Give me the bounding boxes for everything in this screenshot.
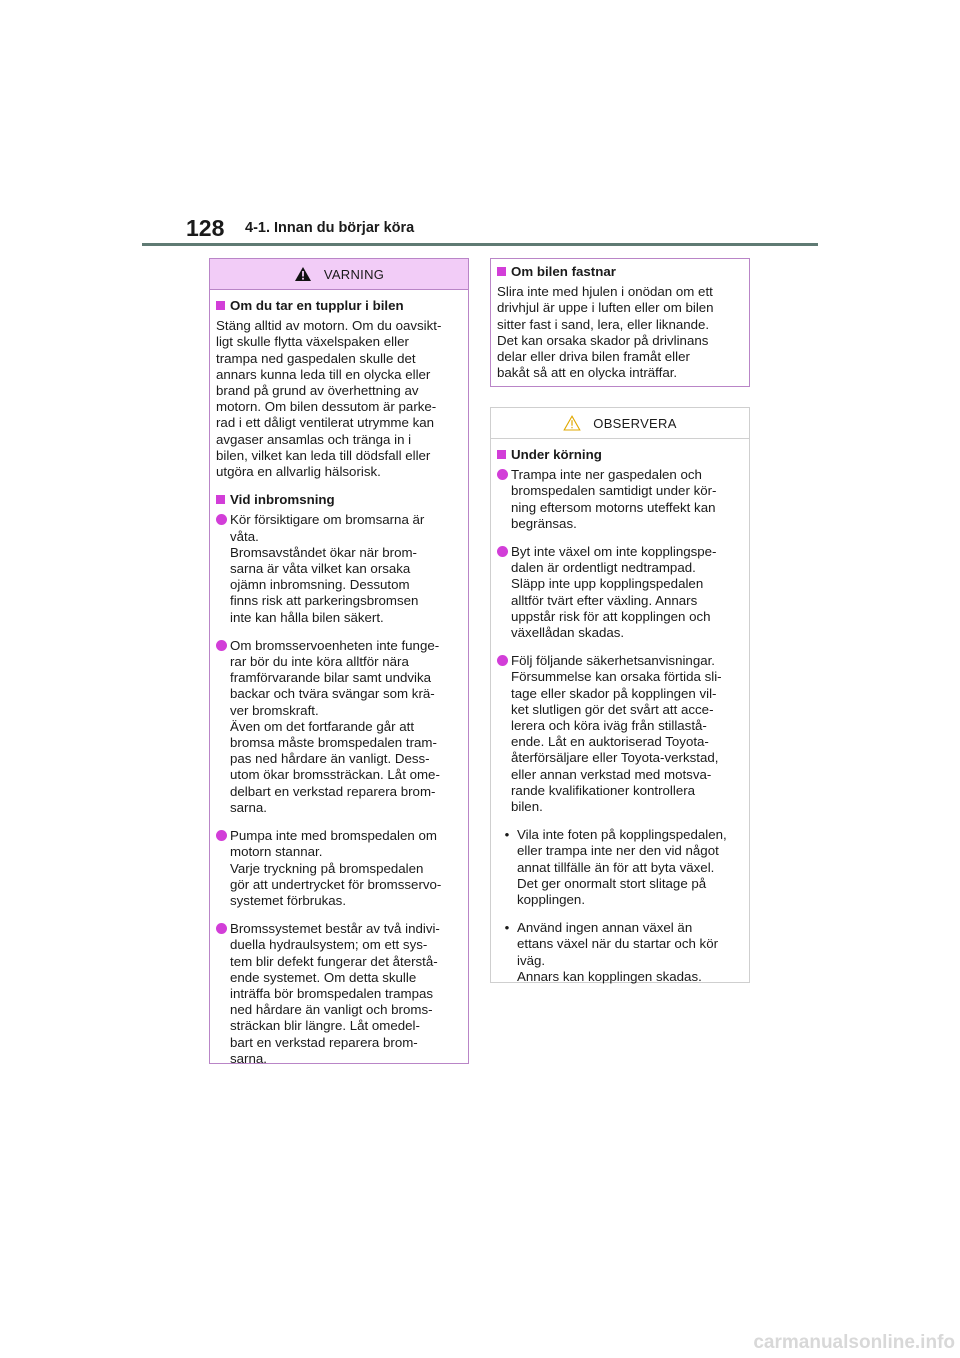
circle-bullet-icon xyxy=(216,830,227,841)
header-rule xyxy=(142,243,818,246)
subheading-text: Under körning xyxy=(511,447,602,462)
stuck-box-body xyxy=(491,259,749,387)
list-item-text: Om bromsservoenheten inte funge- rar bör du inte köra alltför nära framförvarande bilar samt undvika backar och tvära svängar som krä- ver bromskraft. Även om det fortfarande går att bromsa måste bromspedalen tram- pas ned hårdare än vanligt. Dess- utom ökar bromssträckan. Låt ome- delbart en verkstad reparera brom- sarna. xyxy=(230,637,440,815)
paragraph: Slira inte med hjulen i onödan om ett drivhjul är uppe i luften eller om bilen sitter fast i sand, lera, eller liknande. Det kan orsaka skador på drivlinans delar eller driva bilen framåt eller bakåt så att en olycka inträffar. xyxy=(497,284,714,381)
warning-box-header xyxy=(210,259,468,290)
circle-bullet-icon xyxy=(497,655,508,666)
circle-bullet-icon xyxy=(216,923,227,934)
square-bullet-icon xyxy=(497,450,506,459)
sub-list-item-text: Vila inte foten på kopplingspedalen, eller trampa inte ner den vid något annat tillfälle än för att byta växel. Det ger onormalt stort slitage på kopplingen. xyxy=(517,827,727,908)
small-bullet-icon: • xyxy=(504,827,510,843)
warning-box xyxy=(209,258,469,1064)
list-item xyxy=(216,921,462,1067)
square-bullet-icon xyxy=(216,301,225,310)
warning-box-body xyxy=(210,290,468,1073)
page-header xyxy=(0,0,960,250)
observe-box xyxy=(490,407,750,983)
circle-bullet-icon xyxy=(497,469,508,480)
watermark: carmanualsonline.info xyxy=(753,1332,955,1353)
section-title: 4-1. Innan du börjar köra xyxy=(245,220,415,236)
subheading xyxy=(216,492,462,508)
observe-box-title: OBSERVERA xyxy=(593,415,677,431)
warning-box-title: VARNING xyxy=(323,266,385,282)
list-item xyxy=(216,512,462,625)
square-bullet-icon xyxy=(216,495,225,504)
sub-list-item xyxy=(497,920,743,985)
caution-triangle-outline-icon xyxy=(563,415,581,431)
subheading xyxy=(497,264,743,280)
sub-list-item-text: Använd ingen annan växel än ettans växel när du startar och kör iväg. Annars kan kopplingen skadas. xyxy=(517,920,719,984)
subheading-text: Om du tar en tupplur i bilen xyxy=(230,298,404,313)
small-bullet-icon: • xyxy=(504,920,510,936)
list-item xyxy=(497,544,743,641)
list-item xyxy=(497,467,743,532)
circle-bullet-icon xyxy=(216,514,227,525)
stuck-box xyxy=(490,258,750,387)
circle-bullet-icon xyxy=(497,546,508,557)
square-bullet-icon xyxy=(497,267,506,276)
warning-triangle-icon xyxy=(294,266,312,282)
list-item-text: Kör försiktigare om bromsarna är våta. Bromsavståndet ökar när brom- sarna är våta vilket kan orsaka ojämn inbromsning. Dessutom finns risk att parkeringsbromsen inte kan hålla bilen säkert. xyxy=(230,512,425,625)
subheading xyxy=(497,447,743,463)
list-item-text: Trampa inte ner gaspedalen och bromspedalen samtidigt under kör- ning eftersom motorns uteffekt kan begränsas. xyxy=(511,467,717,531)
list-item-text: Följ följande säkerhetsanvisningar. Försummelse kan orsaka förtida sli- tage eller skador på kopplingen vil- ket slutligen gör det svårt att acce- lerera och köra iväg från stillastå- ende. Låt en auktoriserad Toyota- återförsäljare eller Toyota-verkstad, eller annan verkstad med motsva- rande kvalifikationer kontrollera bilen. xyxy=(511,653,722,815)
sub-list-item xyxy=(497,827,743,908)
list-item xyxy=(216,638,462,816)
page-number: 128 xyxy=(186,215,225,241)
observe-box-body xyxy=(491,439,749,991)
list-item xyxy=(497,653,743,815)
circle-bullet-icon xyxy=(216,640,227,651)
subheading-text: Vid inbromsning xyxy=(230,492,335,508)
list-item-text: Pumpa inte med bromspedalen om motorn stannar. Varje tryckning på bromspedalen gör att undertrycket för bromsservo- systemet förbrukas. xyxy=(230,828,442,908)
subheading xyxy=(216,298,462,314)
paragraph: Stäng alltid av motorn. Om du oavsikt- ligt skulle flytta växelspaken eller trampa ned gaspedalen skulle det annars kunna leda till en olycka eller brand på grund av överhettning av motorn. Om bilen dessutom är parke- rad i ett dåligt ventilerat utrymme kan avgaser ansamlas och tränga in i bilen, vilket kan leda till dödsfall eller utgöra en allvarlig hälsorisk. xyxy=(216,318,442,480)
list-item-text: Byt inte växel om inte kopplingspe- dalen är ordentligt nedtrampad. Släpp inte upp kopplingspedalen alltför tvärt efter växling. Annars uppstår risk för att kopplingen och växellådan skadas. xyxy=(511,544,717,641)
list-item xyxy=(216,828,462,909)
list-item-text: Bromssystemet består av två indivi- duella hydraulsystem; om ett sys- tem blir defekt fungerar det återstå- ende systemet. Om detta skulle inträffa bör bromspedalen trampas ned hårdare än vanligt och broms- sträckan blir längre. Låt omedel- bart en verkstad reparera brom- sarna. xyxy=(230,921,440,1066)
observe-box-header xyxy=(491,408,749,439)
subheading-text: Om bilen fastnar xyxy=(511,264,616,279)
